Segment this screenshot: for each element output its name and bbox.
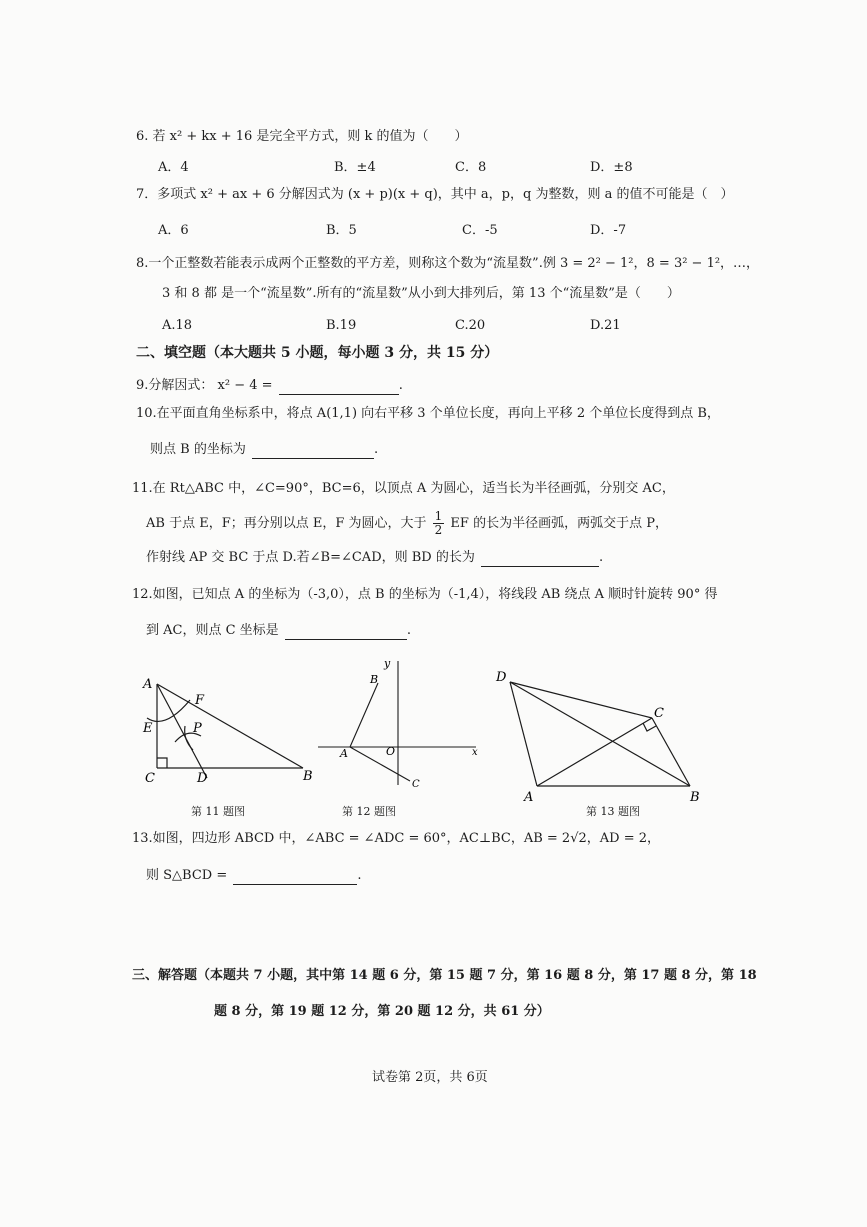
question-12-line2-text: 到 AC，则点 C 坐标是 <box>146 623 279 638</box>
fig11-label-p: P <box>193 721 202 736</box>
fig11-label-e: E <box>143 721 153 736</box>
question-11-line3: 作射线 AP 交 BC 于点 D.若∠B=∠CAD，则 BD 的长为 . <box>146 550 604 565</box>
fig11-right-angle-mark <box>157 758 167 768</box>
fig13-segment-bc <box>652 718 690 786</box>
q6-option-d: D．±8 <box>590 160 633 175</box>
q8-option-a: A.18 <box>162 318 193 333</box>
q7-option-a: A．6 <box>158 223 189 238</box>
q8-option-c: C.20 <box>455 318 486 333</box>
q8-option-b: B.19 <box>326 318 357 333</box>
figure-13 <box>492 665 712 805</box>
fig12-label-c: C <box>412 779 420 790</box>
answer-blank-10[interactable] <box>252 444 374 459</box>
fig11-label-c: C <box>145 771 155 786</box>
fig13-label-b: B <box>690 790 700 805</box>
answer-blank-13[interactable] <box>233 870 357 885</box>
question-10-line1: 10.在平面直角坐标系中，将点 A(1,1) 向右平移 3 个单位长度，再向上平移 2 个单位长度得到点 B， <box>136 406 720 421</box>
fig13-diagonal-db <box>510 682 690 786</box>
fig12-label-b: B <box>370 673 379 686</box>
fig11-arc-ef <box>147 700 190 721</box>
answer-blank-12[interactable] <box>285 625 407 640</box>
page-footer: 试卷第 2页，共 6页 <box>372 1070 488 1085</box>
section-3-heading-line2: 题 8 分，第 19 题 12 分，第 20 题 12 分，共 61 分） <box>214 1004 550 1019</box>
figure-12 <box>316 655 486 795</box>
q6-option-c: C．8 <box>455 160 487 175</box>
question-9-text: 9.分解因式： x² − 4 = <box>136 378 273 393</box>
caption-figure-11: 第 11 题图 <box>191 805 245 818</box>
fig13-segment-da <box>510 682 537 786</box>
question-11-line1: 11.在 Rt△ABC 中，∠C=90°，BC=6，以顶点 A 为圆心，适当长为半径画弧，分别交 AC， <box>132 481 675 496</box>
fig13-segment-cd <box>510 682 652 718</box>
question-6-stem: 6. 若 x² + kx + 16 是完全平方式，则 k 的值为（ ） <box>136 129 468 144</box>
fig12-segment-ac <box>350 747 410 781</box>
section-2-heading: 二、填空题（本大题共 5 小题，每小题 3 分，共 15 分） <box>136 345 499 361</box>
fig13-right-angle-mark <box>643 723 656 731</box>
fig13-label-a: A <box>524 790 534 805</box>
question-11-line3-text: 作射线 AP 交 BC 于点 D.若∠B=∠CAD，则 BD 的长为 <box>146 550 475 565</box>
fig12-label-y: y <box>384 657 391 670</box>
caption-figure-12: 第 12 题图 <box>342 805 396 818</box>
question-11-line2 <box>146 508 668 540</box>
question-8-stem-line2: 3 和 8 都 是一个“流星数”.所有的“流星数”从小到大排列后，第 13 个“流星数”是（ ） <box>162 286 680 301</box>
figure-11 <box>135 670 325 800</box>
fraction-numerator: 1 <box>434 509 443 523</box>
q7-option-b: B．5 <box>326 223 357 238</box>
question-13-line2: 则 S△BCD = . <box>146 868 362 883</box>
question-13-line1: 13.如图，四边形 ABCD 中，∠ABC = ∠ADC = 60°，AC⊥BC，AB = 2√2，AD = 2， <box>132 831 660 846</box>
fig11-label-f: F <box>195 693 205 708</box>
fig12-label-o: O <box>386 745 396 758</box>
question-11-line2a: AB 于点 E，F；再分别以点 E，F 为圆心，大于 <box>146 516 427 531</box>
q6-option-a: A．4 <box>158 160 189 175</box>
fig12-segment-ab <box>350 683 378 747</box>
question-10-line2-text: 则点 B 的坐标为 <box>150 442 246 457</box>
section-3-heading-line1: 三、解答题（本题共 7 小题，其中第 14 题 6 分，第 15 题 7 分，第 16 题 8 分，第 17 题 8 分，第 18 <box>132 968 757 983</box>
fig13-label-c: C <box>654 706 664 721</box>
fig12-label-a: A <box>340 747 348 760</box>
question-8-stem-line1: 8.一个正整数若能表示成两个正整数的平方差，则称这个数为“流星数”.例 3 = 2² − 1²，8 = 3² − 1²，…， <box>136 256 760 271</box>
q7-option-d: D．-7 <box>590 223 627 238</box>
fig12-label-x: x <box>472 747 478 758</box>
question-11-line2b: EF 的长为半径画弧，两弧交于点 P， <box>450 516 668 531</box>
fig11-label-b: B <box>303 769 313 784</box>
q6-option-b: B．±4 <box>334 160 376 175</box>
fig13-label-d: D <box>496 670 507 685</box>
fig11-label-d: D <box>197 771 208 786</box>
fraction-denominator: 2 <box>434 523 443 537</box>
question-10-line2: 则点 B 的坐标为 . <box>150 442 379 457</box>
fig11-label-a: A <box>143 677 153 692</box>
question-12-line2: 到 AC，则点 C 坐标是 . <box>146 623 411 638</box>
answer-blank-11[interactable] <box>481 552 599 567</box>
caption-figure-13: 第 13 题图 <box>586 805 640 818</box>
answer-blank-9[interactable] <box>279 380 399 395</box>
question-9: 9.分解因式： x² − 4 = . <box>136 378 403 393</box>
fraction-one-half <box>433 510 445 537</box>
fig11-arc-p2 <box>185 726 193 750</box>
question-13-line2-text: 则 S△BCD = <box>146 868 228 883</box>
fig13-diagonal-ac <box>537 718 652 786</box>
question-7-stem: 7．多项式 x² + ax + 6 分解因式为 (x + p)(x + q)，其中 a，p，q 为整数，则 a 的值不可能是（ ） <box>136 187 734 202</box>
q8-option-d: D.21 <box>590 318 621 333</box>
q7-option-c: C．-5 <box>462 223 498 238</box>
question-12-line1: 12.如图，已知点 A 的坐标为（-3,0），点 B 的坐标为（-1,4），将线段 AB 绕点 A 顺时针旋转 90° 得 <box>132 587 718 602</box>
